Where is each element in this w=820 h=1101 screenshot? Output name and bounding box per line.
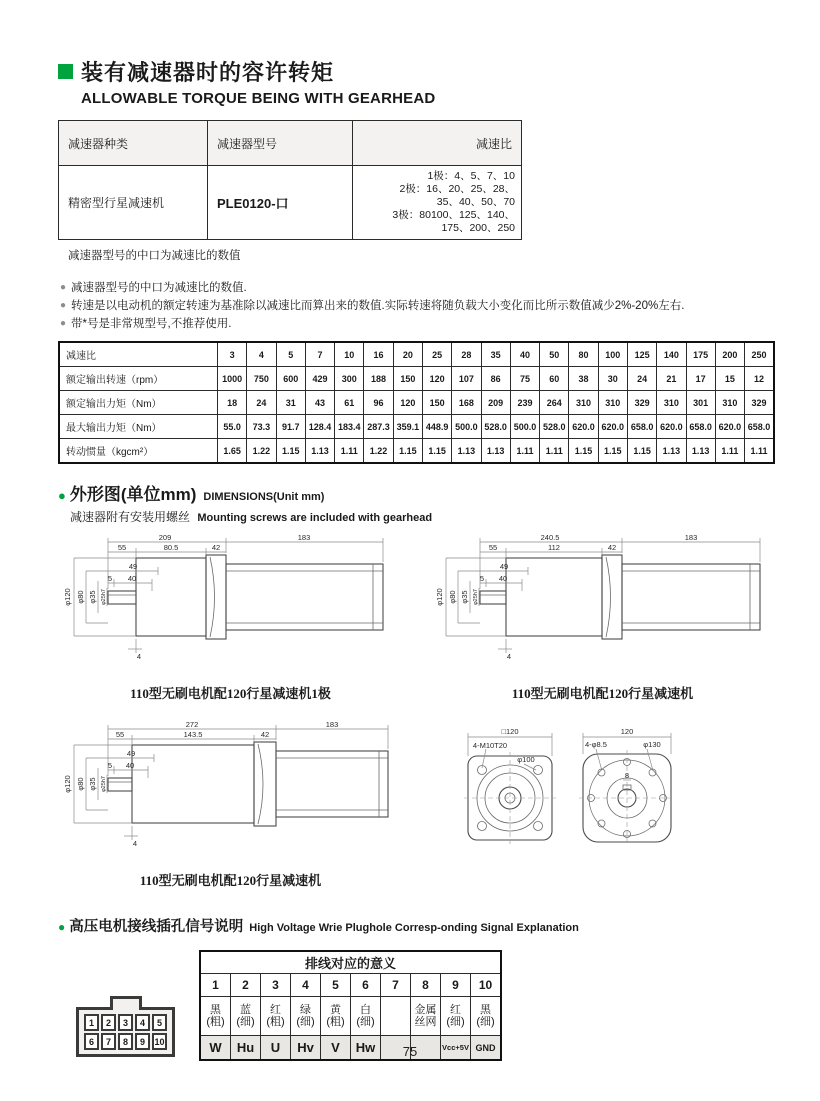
speed-value: 21 [657, 367, 686, 391]
dim-shaft1: 49 [499, 562, 509, 571]
dim-len1: 55 [117, 543, 127, 552]
dim-dia4: φ25h7 [101, 776, 107, 792]
speed-value: 107 [452, 367, 481, 391]
dim-shaft3: 40 [498, 574, 508, 583]
bullet-icon: ● [60, 300, 67, 311]
max-torque-value: 500.0 [452, 415, 481, 439]
spec-ratio-label: 减速比 [59, 342, 218, 367]
inertia-value: 1.13 [452, 439, 481, 464]
note-text: 减速器型号的中口为减速比的数值. [71, 282, 247, 294]
max-torque-value: 500.0 [510, 415, 539, 439]
dimensions-heading-cn: 外形图(单位mm) [69, 485, 197, 504]
speed-value: 86 [481, 367, 510, 391]
notes-list [60, 279, 775, 333]
side-view-drawing-2 [430, 531, 775, 681]
ratio-line: 175、200、250 [441, 222, 515, 234]
dim-left-holes: 4-M10T20 [472, 741, 508, 750]
spec-ratio-row [59, 342, 774, 367]
inertia-value: 1.13 [481, 439, 510, 464]
inertia-value: 1.11 [510, 439, 539, 464]
dimensions-heading-en: DIMENSIONS(Unit mm) [203, 491, 325, 503]
inertia-value: 1.11 [745, 439, 774, 464]
connector-tab [110, 996, 142, 1010]
dim-total: 240.5 [540, 533, 560, 542]
dim-total: 209 [158, 533, 172, 542]
figure-2-caption: 110型无刷电机配120行星减速机 [511, 686, 694, 701]
torque-value: 18 [218, 391, 247, 415]
dim-motor: 183 [325, 720, 339, 729]
connector-pin: 8 [118, 1033, 133, 1050]
dim-offset: 4 [132, 839, 138, 848]
dim-dia3: φ35 [88, 777, 97, 791]
wire-color: 金属丝网 [411, 997, 441, 1036]
ratio-value: 20 [393, 342, 422, 367]
dim-dia3: φ35 [460, 590, 469, 604]
inertia-value: 1.15 [598, 439, 627, 464]
wire-color: 黑(粗) [200, 997, 231, 1036]
torque-value: 310 [598, 391, 627, 415]
figure-1 [58, 531, 403, 702]
figures-row-2 [58, 718, 775, 889]
connector-pin: 6 [84, 1033, 99, 1050]
col-header-model: 减速器型号 [208, 121, 353, 166]
speed-value: 30 [598, 367, 627, 391]
signal-table-title-row [200, 951, 501, 974]
pin-number-row [200, 974, 501, 997]
dim-shaft3: 40 [125, 761, 135, 770]
max-torque-value: 128.4 [305, 415, 334, 439]
torque-value: 96 [364, 391, 393, 415]
speed-value: 188 [364, 367, 393, 391]
max-torque-value: 55.0 [218, 415, 247, 439]
gearhead-table-row [59, 166, 522, 240]
max-torque-value: 620.0 [715, 415, 744, 439]
page-title-cn: 装有减速器时的容许转矩 [81, 60, 335, 85]
torque-value: 310 [657, 391, 686, 415]
green-bullet-icon: ● [58, 488, 66, 503]
inertia-value: 1.11 [540, 439, 569, 464]
dim-right-holes: 4-φ8.5 [585, 740, 607, 749]
wire-color: 黑(细) [471, 997, 502, 1036]
figure-front-views [450, 718, 750, 889]
dim-shaft2: 5 [107, 574, 113, 583]
signal-name: Hu [231, 1036, 261, 1061]
col-header-ratio: 减速比 [353, 121, 522, 166]
side-view-drawing-1-pole [58, 531, 403, 681]
dim-total: 272 [185, 720, 199, 729]
connector-pin: 5 [152, 1014, 167, 1031]
ratio-value: 5 [276, 342, 305, 367]
table-caption: 减速器型号的中口为减速比的数值 [68, 250, 241, 262]
max-torque-value: 620.0 [657, 415, 686, 439]
dim-dia2: φ80 [76, 777, 85, 791]
ratio-value: 100 [598, 342, 627, 367]
torque-value: 310 [569, 391, 598, 415]
signal-name: Hw [351, 1036, 381, 1061]
speed-value: 429 [305, 367, 334, 391]
signal-heading-cn: 高压电机接线插孔信号说明 [69, 919, 244, 935]
speed-value: 60 [540, 367, 569, 391]
signal-name: V [321, 1036, 351, 1061]
inertia-value: 1.13 [686, 439, 715, 464]
dimensions-sub-cn: 减速器附有安装用螺丝 [70, 510, 191, 524]
figure-3-caption: 110型无刷电机配120行星减速机 [139, 873, 322, 888]
signal-name: Vcc+5V [441, 1036, 471, 1061]
signal-name: GND [471, 1036, 502, 1061]
spec-table [58, 341, 775, 464]
wire-color: 白(细) [351, 997, 381, 1036]
ratio-value: 4 [247, 342, 276, 367]
inertia-value: 1.15 [627, 439, 656, 464]
max-torque-value: 91.7 [276, 415, 305, 439]
spec-row-speed [59, 367, 774, 391]
dim-motor: 183 [297, 533, 311, 542]
speed-value: 24 [627, 367, 656, 391]
connector-pin: 10 [152, 1033, 167, 1050]
ratio-value: 3 [218, 342, 247, 367]
dim-left-size: □120 [501, 727, 519, 736]
pin-number: 8 [411, 974, 441, 997]
bullet-icon: ● [60, 282, 67, 293]
pin-number: 7 [381, 974, 411, 997]
dim-len1: 55 [115, 730, 125, 739]
pin-number: 1 [200, 974, 231, 997]
spec-row-torque [59, 391, 774, 415]
spec-row-label: 最大输出力矩（Nm） [59, 415, 218, 439]
connector-pins-top [83, 1013, 168, 1032]
torque-value: 61 [335, 391, 364, 415]
bullet-icon: ● [60, 318, 67, 329]
spec-row-inertia [59, 439, 774, 464]
max-torque-value: 448.9 [422, 415, 451, 439]
max-torque-value: 658.0 [686, 415, 715, 439]
dimensions-sub-en: Mounting screws are included with gearhead [197, 512, 433, 524]
ratio-value: 25 [422, 342, 451, 367]
speed-value: 600 [276, 367, 305, 391]
speed-value: 17 [686, 367, 715, 391]
torque-value: 168 [452, 391, 481, 415]
signal-name: W [200, 1036, 231, 1061]
ratio-value: 16 [364, 342, 393, 367]
signal-heading-en: High Voltage Wrie Plughole Corresp-onding Signal Explanation [249, 922, 579, 934]
dim-len3: 42 [260, 730, 270, 739]
ratio-value: 50 [540, 342, 569, 367]
dim-dia1: φ120 [63, 588, 72, 606]
dim-len1: 55 [488, 543, 498, 552]
ratio-value: 175 [686, 342, 715, 367]
connector-pin: 2 [101, 1014, 116, 1031]
note-item [60, 279, 775, 297]
speed-value: 120 [422, 367, 451, 391]
signal-heading [58, 915, 775, 936]
ratio-value: 28 [452, 342, 481, 367]
torque-value: 24 [247, 391, 276, 415]
ratio-line: 2极：16、20、25、28、 [399, 183, 515, 195]
dim-dia4: φ25h7 [473, 589, 479, 605]
dim-dia2: φ80 [76, 590, 85, 604]
pin-number: 9 [441, 974, 471, 997]
max-torque-value: 359.1 [393, 415, 422, 439]
pin-number: 6 [351, 974, 381, 997]
wire-color-row [200, 997, 501, 1036]
ratio-line: 3极：80100、125、140、 [392, 209, 515, 221]
spec-row-label: 额定输出力矩（Nm） [59, 391, 218, 415]
torque-value: 329 [745, 391, 774, 415]
ratio-value: 125 [627, 342, 656, 367]
ratio-value: 80 [569, 342, 598, 367]
torque-value: 120 [393, 391, 422, 415]
connector-pin: 3 [118, 1014, 133, 1031]
figure-3 [58, 718, 403, 889]
dimensions-heading [58, 480, 775, 505]
dim-shaft1: 49 [128, 562, 138, 571]
wire-color: 红(细) [441, 997, 471, 1036]
inertia-value: 1.11 [335, 439, 364, 464]
inertia-value: 1.15 [569, 439, 598, 464]
note-text: 转速是以电动机的额定转速为基准除以减速比而算出来的数值.实际转速将随负载大小变化而比所示数值减少2%-20%左右. [71, 300, 685, 312]
gearhead-type: 精密型行星减速机 [59, 166, 208, 240]
torque-value: 43 [305, 391, 334, 415]
wire-color: 绿(细) [291, 997, 321, 1036]
wire-color: 红(粗) [261, 997, 291, 1036]
speed-value: 38 [569, 367, 598, 391]
dim-dia1: φ120 [435, 588, 444, 606]
gearhead-table-header [59, 121, 522, 166]
spec-row-label: 转动惯量（kgcm²） [59, 439, 218, 464]
page-title-en: ALLOWABLE TORQUE BEING WITH GEARHEAD [81, 90, 436, 107]
dim-dia2: φ80 [448, 590, 457, 604]
gearhead-ratios [353, 166, 522, 240]
gearhead-table [58, 120, 522, 240]
dim-len3: 42 [607, 543, 617, 552]
page-title [58, 56, 775, 87]
ratio-value: 7 [305, 342, 334, 367]
speed-value: 750 [247, 367, 276, 391]
dim-keyway: 8 [624, 771, 630, 780]
signal-name: Hv [291, 1036, 321, 1061]
speed-value: 300 [335, 367, 364, 391]
ratio-line: 1极：4、5、7、10 [427, 170, 515, 182]
inertia-value: 1.13 [657, 439, 686, 464]
inertia-value: 1.22 [247, 439, 276, 464]
dim-len2: 80.5 [163, 543, 179, 552]
green-bullet-icon: ● [58, 920, 66, 934]
ratio-line: 35、40、50、70 [436, 196, 515, 208]
dim-shaft2: 5 [479, 574, 485, 583]
max-torque-value: 620.0 [569, 415, 598, 439]
col-header-type: 减速器种类 [59, 121, 208, 166]
dim-dia1: φ120 [63, 775, 72, 793]
dim-right-bolt-circle: φ130 [643, 740, 661, 749]
torque-value: 239 [510, 391, 539, 415]
dim-motor: 183 [684, 533, 698, 542]
inertia-value: 1.13 [305, 439, 334, 464]
connector-pin: 4 [135, 1014, 150, 1031]
torque-value: 209 [481, 391, 510, 415]
speed-value: 1000 [218, 367, 247, 391]
max-torque-value: 658.0 [745, 415, 774, 439]
max-torque-value: 528.0 [540, 415, 569, 439]
dim-right-size: 120 [620, 727, 634, 736]
dim-len2: 112 [548, 543, 560, 552]
pin-number: 4 [291, 974, 321, 997]
ratio-value: 35 [481, 342, 510, 367]
wire-color [381, 997, 411, 1036]
dim-dia4: φ25h7 [101, 589, 107, 605]
speed-value: 15 [715, 367, 744, 391]
inertia-value: 1.11 [715, 439, 744, 464]
max-torque-value: 658.0 [627, 415, 656, 439]
front-view-drawing [450, 718, 700, 868]
max-torque-value: 183.4 [335, 415, 364, 439]
speed-value: 75 [510, 367, 539, 391]
torque-value: 301 [686, 391, 715, 415]
connector-pin: 1 [84, 1014, 99, 1031]
signal-name: U [261, 1036, 291, 1061]
inertia-value: 1.15 [276, 439, 305, 464]
dim-shaft3: 40 [127, 574, 137, 583]
dim-shaft2: 5 [107, 761, 113, 770]
torque-value: 310 [715, 391, 744, 415]
dim-offset: 4 [136, 652, 142, 661]
dim-len3: 42 [211, 543, 221, 552]
dim-len2: 143.5 [183, 730, 203, 739]
figures-row-1 [58, 531, 775, 702]
dim-shaft1: 49 [126, 749, 136, 758]
gearhead-model: PLE0120-口 [208, 166, 353, 240]
note-item [60, 297, 775, 315]
connector-pin: 7 [101, 1033, 116, 1050]
torque-value: 264 [540, 391, 569, 415]
dim-offset: 4 [506, 652, 512, 661]
page-number: 75 [402, 1044, 418, 1059]
torque-value: 31 [276, 391, 305, 415]
figure-2 [430, 531, 775, 702]
figure-1-caption: 110型无刷电机配120行星减速机1极 [130, 686, 331, 701]
max-torque-value: 73.3 [247, 415, 276, 439]
wire-color: 黄(粗) [321, 997, 351, 1036]
dim-left-bolt-circle: φ100 [517, 755, 535, 764]
dimensions-subheading [70, 508, 775, 525]
inertia-value: 1.15 [422, 439, 451, 464]
green-square-marker [58, 64, 73, 79]
pin-number: 3 [261, 974, 291, 997]
spec-row-label: 额定输出转速（rpm） [59, 367, 218, 391]
pin-number: 2 [231, 974, 261, 997]
side-view-drawing-3 [58, 718, 403, 868]
speed-value: 12 [745, 367, 774, 391]
max-torque-value: 287.3 [364, 415, 393, 439]
ratio-value: 200 [715, 342, 744, 367]
dim-dia3: φ35 [88, 590, 97, 604]
torque-value: 150 [422, 391, 451, 415]
inertia-value: 1.65 [218, 439, 247, 464]
ratio-value: 140 [657, 342, 686, 367]
pin-number: 5 [321, 974, 351, 997]
pin-number: 10 [471, 974, 502, 997]
signal-table-title: 排线对应的意义 [200, 951, 501, 974]
speed-value: 150 [393, 367, 422, 391]
note-text: 带*号是非常规型号,不推荐使用. [71, 318, 232, 330]
ratio-value: 10 [335, 342, 364, 367]
torque-value: 329 [627, 391, 656, 415]
max-torque-value: 620.0 [598, 415, 627, 439]
max-torque-value: 528.0 [481, 415, 510, 439]
inertia-value: 1.22 [364, 439, 393, 464]
connector-pin: 9 [135, 1033, 150, 1050]
wire-color: 蓝(细) [231, 997, 261, 1036]
inertia-value: 1.15 [393, 439, 422, 464]
note-item [60, 315, 775, 333]
ratio-value: 40 [510, 342, 539, 367]
spec-row-max-torque [59, 415, 774, 439]
ratio-value: 250 [745, 342, 774, 367]
